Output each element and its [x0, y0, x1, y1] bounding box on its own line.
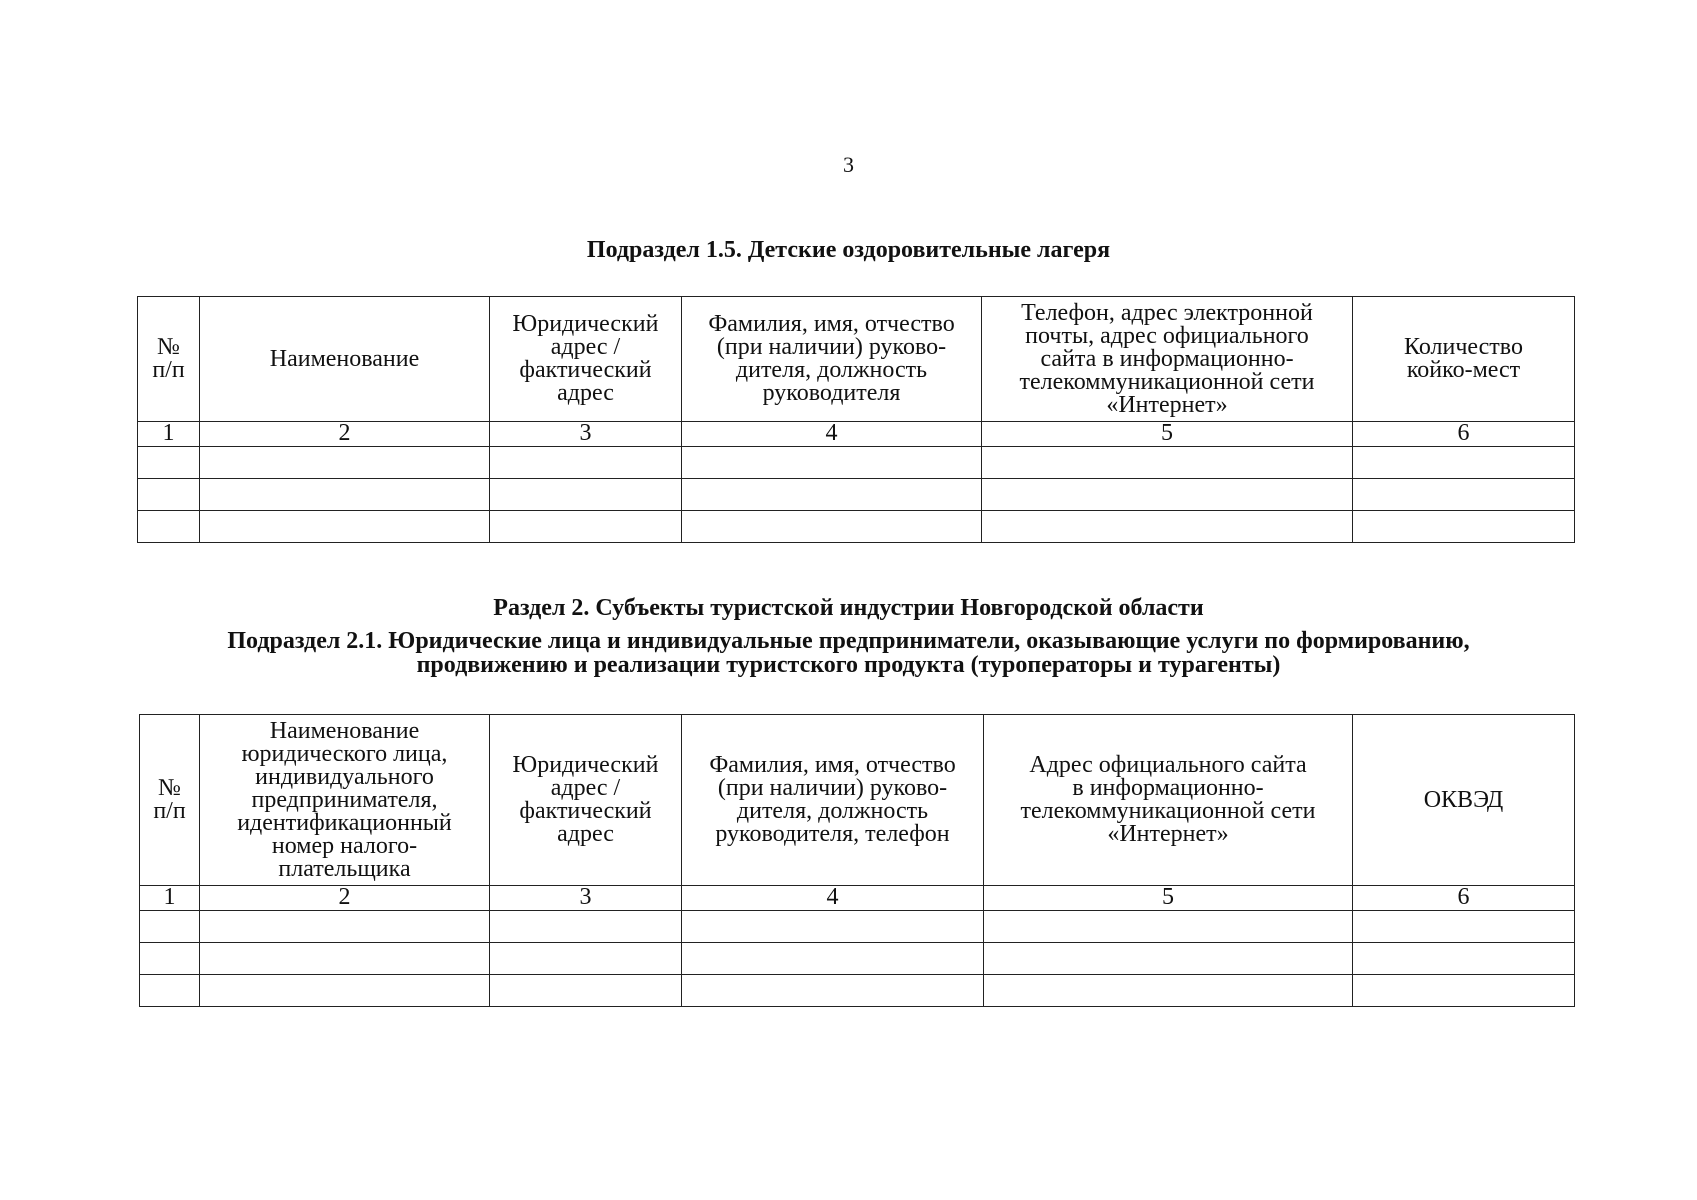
column-number: 5 [984, 886, 1353, 911]
col-header-number: № п/п [138, 297, 200, 422]
empty-cell [200, 911, 490, 943]
empty-cell [138, 479, 200, 511]
empty-cell [200, 975, 490, 1007]
column-number: 6 [1353, 422, 1575, 447]
empty-cell [1353, 447, 1575, 479]
empty-cell [490, 447, 682, 479]
empty-cell [1353, 511, 1575, 543]
empty-cell [490, 479, 682, 511]
col-header-entity-name: Наименование юридического лица, индивидуального предпринимателя, идентификационный номер налого- плательщика [200, 715, 490, 886]
col-header-address: Юридический адрес / фактический адрес [490, 715, 682, 886]
col-header-director: Фамилия, имя, отчество (при наличии) руково- дителя, должность руководителя [682, 297, 982, 422]
subsection-2-1-title-line1: Подраздел 2.1. Юридические лица и индивидуальные предприниматели, оказывающие услуги по формированию, [227, 628, 1470, 654]
table-row [140, 911, 1575, 943]
empty-cell [1353, 479, 1575, 511]
empty-cell [682, 447, 982, 479]
column-number: 3 [490, 422, 682, 447]
empty-cell [1353, 943, 1575, 975]
column-number: 4 [682, 422, 982, 447]
subsection-1-5-title: Подраздел 1.5. Детские оздоровительные лагеря [586, 237, 1111, 263]
table-row [140, 943, 1575, 975]
empty-cell [138, 447, 200, 479]
col-header-director: Фамилия, имя, отчество (при наличии) руково- дителя, должность руководителя, телефон [682, 715, 984, 886]
camps-table-column-numbers [138, 422, 1575, 447]
table-row [138, 447, 1575, 479]
empty-cell [200, 479, 490, 511]
subsection-2-1-title [0, 629, 1697, 677]
column-number: 2 [200, 886, 490, 911]
empty-cell [200, 447, 490, 479]
column-number: 1 [138, 422, 200, 447]
column-number: 3 [490, 886, 682, 911]
table-row [138, 511, 1575, 543]
column-number: 5 [982, 422, 1353, 447]
empty-cell [200, 943, 490, 975]
empty-cell [490, 975, 682, 1007]
empty-cell [984, 975, 1353, 1007]
column-number: 4 [682, 886, 984, 911]
empty-cell [982, 479, 1353, 511]
empty-cell [490, 911, 682, 943]
empty-cell [490, 511, 682, 543]
page-number: 3 [843, 152, 854, 177]
column-number: 2 [200, 422, 490, 447]
empty-cell [1353, 975, 1575, 1007]
tour-operators-table-column-numbers [140, 886, 1575, 911]
tour-operators-table-header-row [140, 715, 1575, 886]
empty-cell [682, 479, 982, 511]
col-header-website: Адрес официального сайта в информационно- телекоммуникационной сети «Интернет» [984, 715, 1353, 886]
col-header-contacts: Телефон, адрес электронной почты, адрес официального сайта в информационно- телекоммуникационной сети «Интернет» [982, 297, 1353, 422]
empty-cell [682, 911, 984, 943]
tour-operators-table [139, 714, 1575, 1007]
col-header-okved: ОКВЭД [1353, 715, 1575, 886]
empty-cell [982, 447, 1353, 479]
empty-cell [982, 511, 1353, 543]
col-header-name: Наименование [200, 297, 490, 422]
empty-cell [1353, 911, 1575, 943]
camps-table-header-row [138, 297, 1575, 422]
camps-table [137, 296, 1575, 543]
empty-cell [682, 943, 984, 975]
empty-cell [138, 511, 200, 543]
empty-cell [984, 911, 1353, 943]
empty-cell [682, 975, 984, 1007]
empty-cell [200, 511, 490, 543]
empty-cell [682, 511, 982, 543]
col-header-beds: Количество койко-мест [1353, 297, 1575, 422]
empty-cell [984, 943, 1353, 975]
column-number: 1 [140, 886, 200, 911]
col-header-number: № п/п [140, 715, 200, 886]
col-header-address: Юридический адрес / фактический адрес [490, 297, 682, 422]
empty-cell [140, 943, 200, 975]
empty-cell [140, 911, 200, 943]
table-row [140, 975, 1575, 1007]
table-row [138, 479, 1575, 511]
empty-cell [140, 975, 200, 1007]
empty-cell [490, 943, 682, 975]
subsection-2-1-title-line2: продвижению и реализации туристского продукта (туроператоры и турагенты) [416, 652, 1281, 678]
section-2-title: Раздел 2. Субъекты туристской индустрии Новгородской области [493, 595, 1204, 621]
column-number: 6 [1353, 886, 1575, 911]
